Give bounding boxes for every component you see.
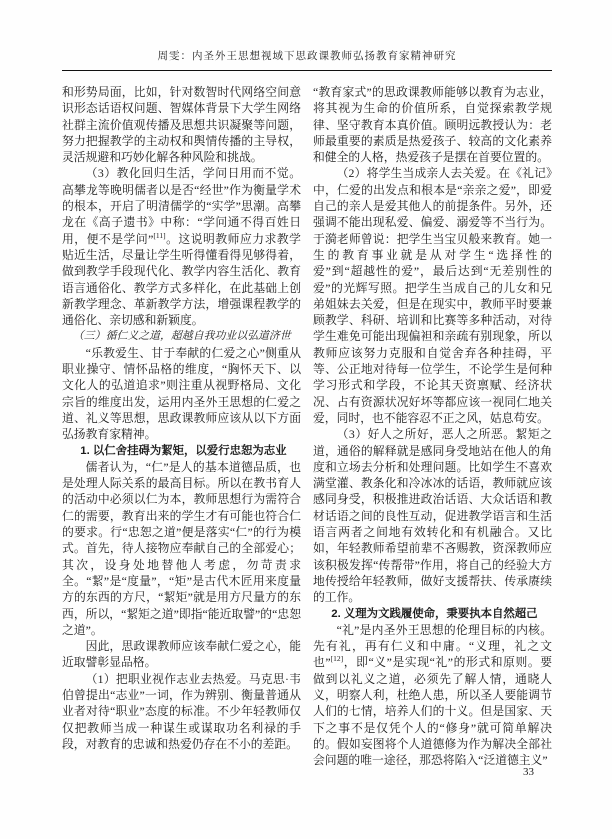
page-number: 33 [523,766,534,778]
body-paragraph: 和形势局面，比如，针对数智时代网络空间意识形态话语权问题、智媒体背景下大学生网络社群主流价值观传播及思想共识凝聚等问题，努力把握教学的主动权和舆情传播的主导权，灵活规避和巧妙化解各种风险和挑战。 [62,85,301,165]
running-header: 周雯：内圣外王思想视域下思政课教师弘扬教育家精神研究 [157,51,457,62]
body-paragraph: （2）将学生当成亲人去关爱。在《礼记》中，仁爱的出发点和根本是“亲亲之爱”，即爱自己的亲人是爱其他人的前提条件。另外，还强调不能出现私爱、偏爱、溺爱等不当行为。于漪老师曾说：把学生当宝贝般来教育。她一生的教育事业就是从对学生“选择性的爱”到“超越性的爱”，最后达到“无差别性的爱”的光辉写照。把学生当成自己的儿女和兄弟姐妹去关爱，但是在现实中，教师平时要兼顾教学、科研、培训和比赛等多种活动，对待学生难免可能出现偏袒和亲疏有别现象，所以教师应该努力克服和自觉舍弃各种挂碍，平等、公正地对待每一位学生，不论学生是何种学习形式和学段，不论其天资禀赋、经济状况、占有资源状况好坏等都应该一视同仁地关爱，同时，也不能容忍不正之风，姑息苟安。 [313,166,552,425]
footnote-ref: [11] [153,230,166,240]
right-column [313,84,552,768]
subsection-heading: 1. 以仁舍挂碍为絜矩，以爱行忠恕为志业 [80,444,287,457]
body-paragraph: （3）好人之所好，恶人之所恶。絜矩之道，通俗的解释就是感同身受地站在他人的角度和立场去分析和处理问题。比如学生不喜欢满堂灌、教条化和冷冰冰的话语，教师就应该感同身受，积极推进政治话语、大众话语和教材话语之间的良性互动，促进教学语言和生活语言两者之间地有效转化和有机融合。又比如，年轻教师希望前辈不吝赐教，资深教师应该积极发挥“传帮带”作用，将自己的经验大方地传授给年轻教师，做好支援帮扶、传承赓续的工作。 [313,427,552,605]
body-paragraph: 儒者认为，“仁”是人的基本道德品质，也是处理人际关系的最高目标。所以在教书育人的活动中必须以仁为本，教师思想行为需符合仁的需要，教育出来的学生才有可能也符合仁的要求。行“忠恕之道”便是落实“仁”的行为模式。首先，待人接物应奉献自己的全部爱心；其次，设身处地替他人考虑，勿苛责求全。“絜”是“度量”，“矩”是古代木匠用来度量方的东西的方尺，“絜矩”就是用方尺量方的东西，所以，“絜矩之道”即指“能近取譬”的“忠恕之道”。 [62,459,301,637]
subsection-heading: 2. 义理为文践履使命，秉要执本自然超己 [331,607,538,620]
header-rule [62,70,552,71]
body-paragraph: “礼”是内圣外王思想的伦理目标的内核。先有礼，再有仁义和中庸。“义理，礼之文也”[12]，即“义”是实现“礼”的形式和原则。要做到以礼义之道，必须先了解人情，通晓人义，明察人利，杜绝人患，所以圣人要能调节人们的七情，培养人们的十义。但是国家、天下之事不是仅凭个人的“修身”就可简单解决的。假如妄图将个人道德修为作为解决全部社会问题的唯一途径，那恐将陷入“泛道德主义” [313,622,552,768]
body-paragraph: 因此，思政课教师应该奉献仁爱之心，能近取譬彰显品格。 [62,639,301,670]
left-column [62,84,301,768]
body-paragraph: “教育家式”的思政课教师能够以教育为志业，将其视为生命的价值所系，自觉探索教学规律、坚守教育本真价值。顾明远教授认为：老师最重要的素质是热爱孩子、较高的文化素养和健全的人格，热爱孩子是摆在首要位置的。 [313,85,552,165]
body-paragraph: （1）把职业视作志业去热爱。马克思·韦伯曾提出“志业”一词，作为辨别、衡量普通从业者对待“职业”态度的标准。不少年轻教师仅仅把教师当成一种谋生或谋取功名利禄的手段，对教育的忠诚和热爱仍存在不小的差距。 [62,671,301,751]
body-paragraph: “乐教爱生、甘于奉献的仁爱之心”侧重从职业操守、情怀品格的维度，“胸怀天下、以文化人的弘道追求”则注重从视野格局、文化宗旨的维度出发，运用内圣外王思想的仁爱之道、礼义等思想，思政课教师应该从以下方面弘扬教育家精神。 [62,345,301,442]
section-heading: （三）循仁义之道，超越自我功业以弘道济世 [72,330,291,343]
footnote-ref: [12] [330,654,344,664]
page-body [62,84,552,768]
body-paragraph: （3）教化回归生活，学问日用而不觉。高攀龙等晚明儒者以是否“经世”作为衡量学术的根本，开启了明清儒学的“实学”思潮。高攀龙在《高子遗书》中称：“学问通不得百姓日用，便不是学问”[11]。这说明教师应力求教学贴近生活，尽量让学生听得懂看得见够得着，做到教学手段现代化、教学内容生活化、教育语言通俗化、教学方式多样化，在此基础上创新教学理念、革新教学方法，增强课程教学的通俗化、亲切感和新颖度。 [62,166,301,328]
